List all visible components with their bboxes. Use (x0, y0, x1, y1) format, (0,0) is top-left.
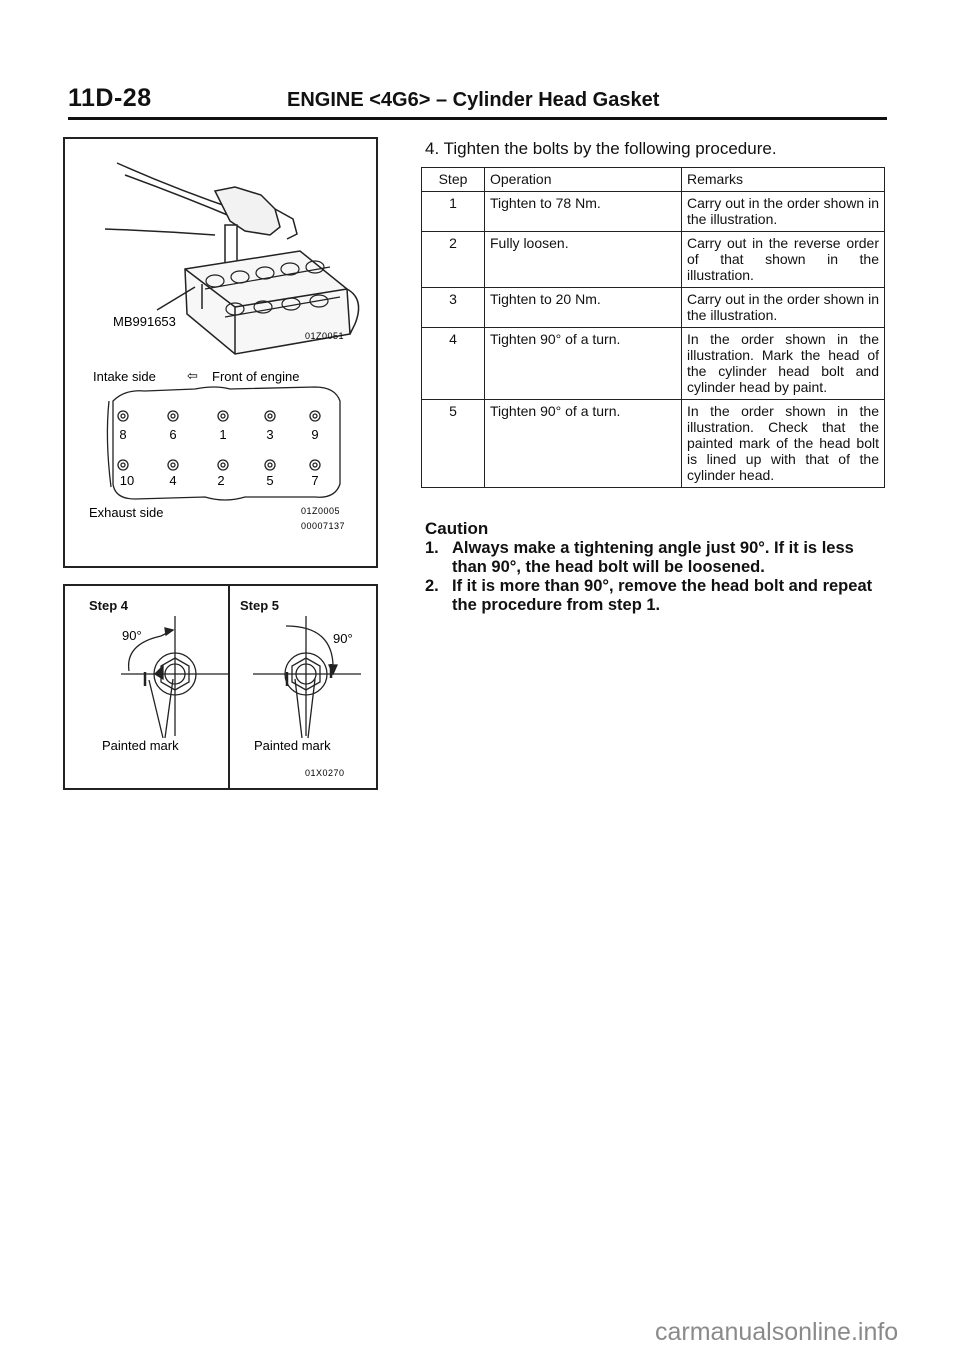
bolt-order-number: 10 (119, 473, 135, 488)
step4-painted-mark-label: Painted mark (102, 738, 179, 753)
figure-code-2: 00007137 (301, 521, 346, 531)
bolt-order-number: 1 (219, 427, 227, 442)
column-header-remarks: Remarks (682, 168, 885, 192)
bolt-order-number: 3 (266, 427, 274, 442)
operation-cell: Tighten to 20 Nm. (485, 288, 682, 328)
step4-angle-label: 90° (122, 628, 142, 643)
table-row (422, 328, 885, 400)
operation-cell: Fully loosen. (485, 232, 682, 288)
step-cell: 2 (422, 232, 485, 288)
bolt-order-number: 8 (119, 427, 127, 442)
bolt-order-number: 2 (217, 473, 225, 488)
figure-code: 01X0270 (305, 768, 345, 778)
exhaust-side-label: Exhaust side (89, 505, 164, 520)
caution-heading: Caution (425, 519, 489, 538)
caution-item (425, 577, 887, 615)
section-code: 11D-28 (68, 84, 152, 112)
remarks-cell: Carry out in the order shown in the illustration. (682, 192, 885, 232)
caution-item-text: Always make a tightening angle just 90°. If it is less than 90°, the head bolt will be loosened. (452, 539, 854, 576)
remarks-cell: Carry out in the reverse order of that shown in the illustration. (682, 232, 885, 288)
caution-item (425, 539, 887, 577)
step-cell: 4 (422, 328, 485, 400)
step5-angle-label: 90° (333, 631, 353, 646)
figure-code-1: 01Z0005 (301, 506, 341, 516)
procedure-table (421, 167, 885, 488)
operation-cell: Tighten 90° of a turn. (485, 400, 682, 488)
bolt-order-number: 9 (311, 427, 319, 442)
bolt-angle-illustration (65, 586, 376, 788)
caution-item-number: 1. (425, 539, 439, 557)
remarks-cell: In the order shown in the illustration. Mark the head of the cylinder head bolt and cylinder head by paint. (682, 328, 885, 400)
front-arrow-icon: ⇦ (187, 369, 198, 384)
watermark: carmanualsonline.info (655, 1318, 899, 1346)
angle-tightening-figure (63, 584, 378, 790)
bolt-order-number: 7 (311, 473, 319, 488)
bolt-order-number: 4 (169, 473, 177, 488)
bolt-order-number: 5 (266, 473, 274, 488)
intake-side-label: Intake side (93, 369, 156, 384)
operation-cell: Tighten to 78 Nm. (485, 192, 682, 232)
tool-number: MB991653 (113, 314, 176, 329)
column-header-step: Step (422, 168, 485, 192)
step-cell: 1 (422, 192, 485, 232)
table-row (422, 400, 885, 488)
operation-cell: Tighten 90° of a turn. (485, 328, 682, 400)
procedure-intro: 4. Tighten the bolts by the following procedure. (425, 139, 777, 158)
table-row (422, 288, 885, 328)
front-of-engine-label: Front of engine (212, 369, 300, 384)
photo-code: 01Z0051 (305, 331, 345, 341)
caution-list (425, 539, 887, 615)
page-title: ENGINE <4G6> – Cylinder Head Gasket (287, 89, 660, 111)
remarks-cell: Carry out in the order shown in the illustration. (682, 288, 885, 328)
remarks-cell: In the order shown in the illustration. Check that the painted mark of the head bolt is lined up with that of the cylinder head. (682, 400, 885, 488)
step5-painted-mark-label: Painted mark (254, 738, 331, 753)
caution-item-number: 2. (425, 577, 439, 595)
step-cell: 3 (422, 288, 485, 328)
bolt-order-number: 6 (169, 427, 177, 442)
table-row (422, 232, 885, 288)
table-header-row (422, 168, 885, 192)
caution-item-text: If it is more than 90°, remove the head bolt and repeat the procedure from step 1. (452, 577, 873, 614)
table-row (422, 192, 885, 232)
cylinder-head-illustration (65, 139, 376, 566)
header-rule (68, 117, 887, 120)
column-header-operation: Operation (485, 168, 682, 192)
step-cell: 5 (422, 400, 485, 488)
step4-label: Step 4 (89, 598, 129, 613)
step5-label: Step 5 (240, 598, 280, 613)
bolt-sequence-figure (63, 137, 378, 568)
